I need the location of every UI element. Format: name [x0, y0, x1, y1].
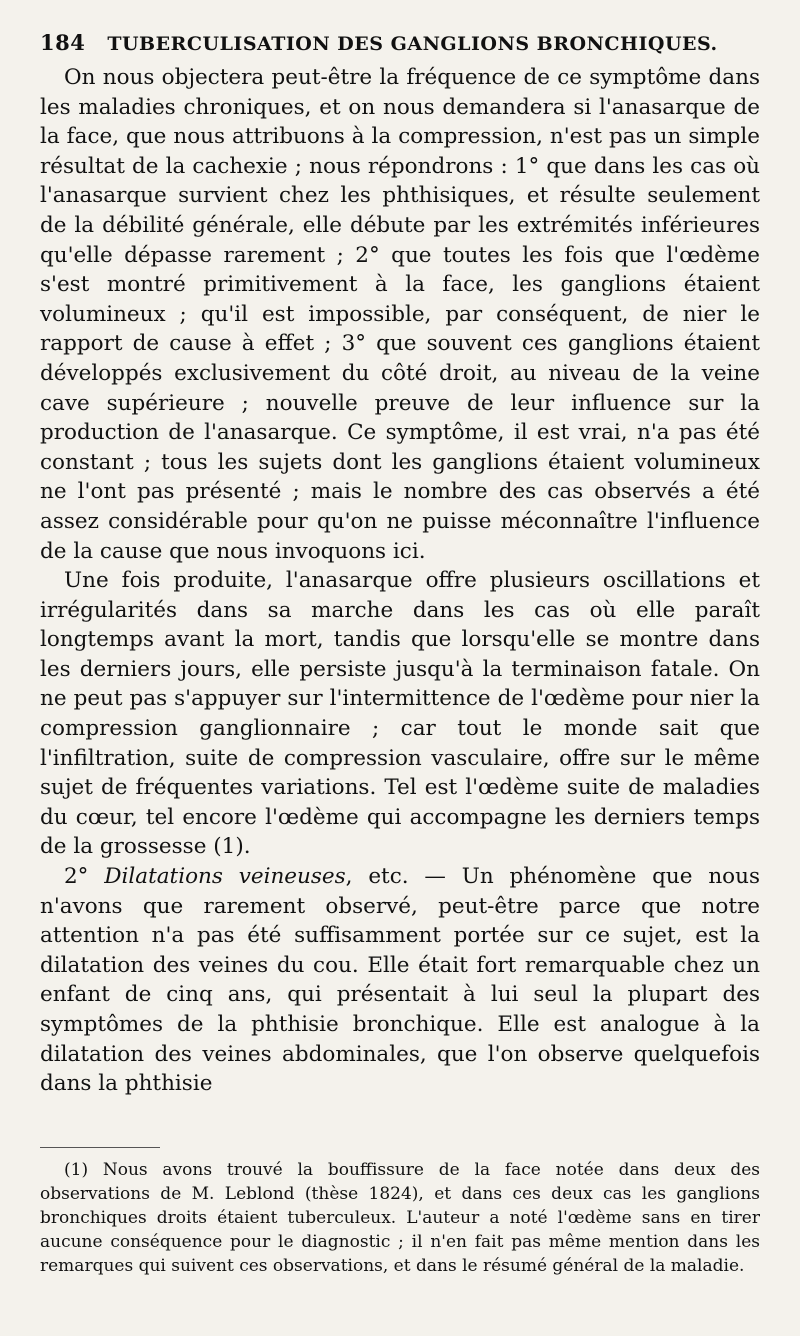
running-head: TUBERCULISATION DES GANGLIONS BRONCHIQUES. — [107, 33, 718, 55]
page-number: 184 — [40, 30, 86, 55]
page-header — [40, 30, 760, 55]
main-text — [40, 63, 760, 1099]
footnote: (1) Nous avons trouvé la bouffissure de la face notée dans deux des observations de M. Leblond (thèse 1824), et dans ces deux cas les ganglions bronchiques droits étaient tuberculeux. L'auteur a noté l'œdème sans en tirer aucune conséquence pour le diagnostic ; il n'en fait pas même mention dans les remarques qui suivent ces observations, et dans le résumé général de la maladie. — [40, 1159, 760, 1276]
footnote-rule — [40, 1147, 160, 1148]
paragraph-3 — [40, 862, 760, 1099]
paragraph-1: On nous objectera peut-être la fréquence de ce symptôme dans les maladies chroniques, et on nous demandera si l'anasarque de la face, que nous attribuons à la compression, n'est pas un simple résultat de la cachexie ; nous répondrons : 1° que dans les cas où l'anasarque survient chez les phthisiques, et résulte seulement de la débilité générale, elle débute par les extrémités inférieures qu'elle dépasse rarement ; 2° que toutes les fois que l'œdème s'est montré primitivement à la face, les ganglions étaient volumineux ; qu'il est impossible, par conséquent, de nier le rapport de cause à effet ; 3° que souvent ces ganglions étaient développés exclusivement du côté droit, au niveau de la veine cave supérieure ; nouvelle preuve de leur influence sur la production de l'anasarque. Ce symptôme, il est vrai, n'a pas été constant ; tous les sujets dont les ganglions étaient volumineux ne l'ont pas présenté ; mais le nombre des cas observés a été assez considérable pour qu'on ne puisse méconnaître l'influence de la cause que nous invoquons ici. — [40, 65, 760, 564]
paragraph-3-text: , etc. — Un phénomène que nous n'avons que rarement observé, peut-être parce que notre attention n'a pas été suffisamment portée sur ce sujet, est la dilatation des veines du cou. Elle était fort remarquable chez un enfant de cinq ans, qui présentait à lui seul la plupart des symptômes de la phthisie bronchique. Elle est analogue à la dilatation des veines abdominales, que l'on observe quelquefois dans la phthisie — [40, 864, 760, 1097]
section-number: 2° — [64, 864, 89, 890]
section-heading: Dilatations veineuses — [104, 864, 346, 890]
paragraph-2: Une fois produite, l'anasarque offre plusieurs oscillations et irrégularités dans sa marche dans les cas où elle paraît longtemps avant la mort, tandis que lorsqu'elle se montre dans les derniers jours, elle persiste jusqu'à la terminaison fatale. On ne peut pas s'appuyer sur l'intermittence de l'œdème pour nier la compression ganglionnaire ; car tout le monde sait que l'infiltration, suite de compression vasculaire, offre sur le même sujet de fréquentes variations. Tel est l'œdème suite de maladies du cœur, tel encore l'œdème qui accompagne les derniers temps de la grossesse (1). — [40, 568, 760, 860]
